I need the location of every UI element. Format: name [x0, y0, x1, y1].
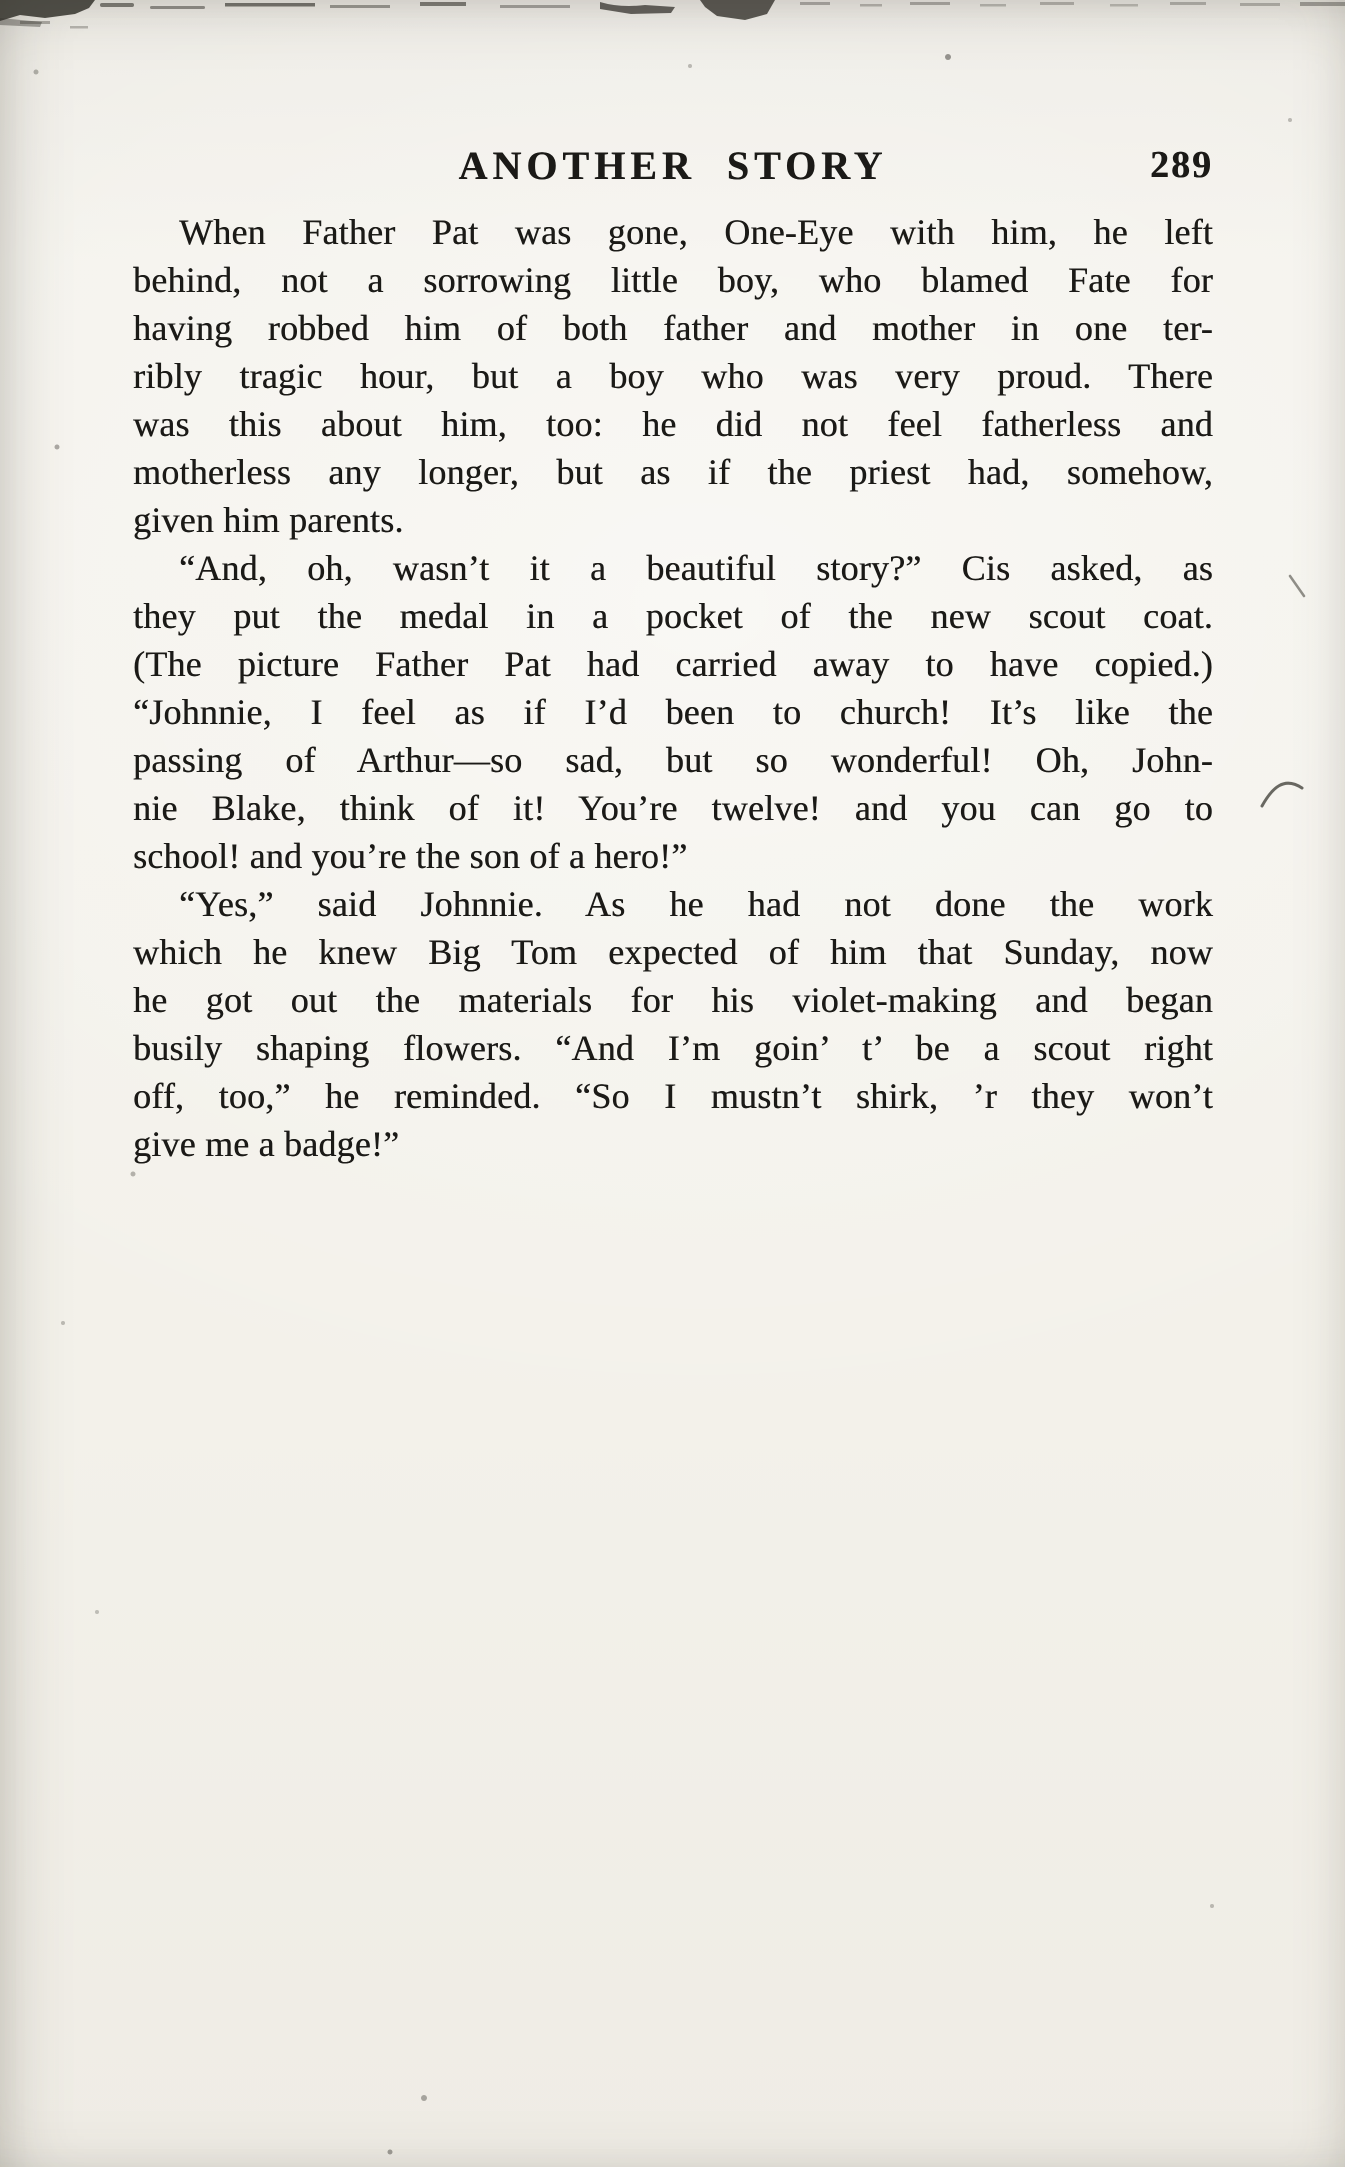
text-line: school! and you’re the son of a hero!”: [133, 836, 688, 876]
text-line: “And, oh, wasn’t it a beautiful story?” Cis asked, as: [179, 548, 1213, 588]
page-content: [133, 142, 1213, 1168]
margin-curve-mark: [1262, 783, 1302, 806]
text-line: passing of Arthur—so sad, but so wonderful! Oh, John-: [133, 740, 1213, 780]
text-line: “Johnnie, I feel as if I’d been to church! It’s like the: [133, 692, 1213, 732]
page-number: 289: [1150, 144, 1213, 186]
text-line: When Father Pat was gone, One-Eye with him, he left: [179, 212, 1213, 252]
paragraph: [133, 544, 1213, 880]
text-line: having robbed him of both father and mother in one ter-: [133, 308, 1213, 348]
text-line: off, too,” he reminded. “So I mustn’t shirk, ’r they won’t: [133, 1076, 1213, 1116]
scan-noise-top-edge: [0, 0, 1345, 60]
paragraph: [133, 208, 1213, 544]
text-line: give me a badge!”: [133, 1124, 400, 1164]
paragraph: [133, 880, 1213, 1168]
margin-tick-mark: [1290, 576, 1304, 596]
chapter-title: ANOTHER STORY: [458, 143, 888, 188]
text-line: was this about him, too: he did not feel fatherless and: [133, 404, 1213, 444]
text-line: he got out the materials for his violet-making and began: [133, 980, 1213, 1020]
paragraphs-container: [133, 208, 1213, 1168]
text-line: “Yes,” said Johnnie. As he had not done the work: [179, 884, 1213, 924]
text-line: which he knew Big Tom expected of him that Sunday, now: [133, 932, 1213, 972]
running-header: [133, 142, 1213, 200]
text-line: (The picture Father Pat had carried away to have copied.): [133, 644, 1213, 684]
text-line: given him parents.: [133, 500, 404, 540]
text-line: motherless any longer, but as if the priest had, somehow,: [133, 452, 1213, 492]
text-line: busily shaping flowers. “And I’m goin’ t’ be a scout right: [133, 1028, 1213, 1068]
text-line: they put the medal in a pocket of the new scout coat.: [133, 596, 1213, 636]
text-line: behind, not a sorrowing little boy, who blamed Fate for: [133, 260, 1213, 300]
text-line: nie Blake, think of it! You’re twelve! and you can go to: [133, 788, 1213, 828]
text-line: ribly tragic hour, but a boy who was very proud. There: [133, 356, 1213, 396]
